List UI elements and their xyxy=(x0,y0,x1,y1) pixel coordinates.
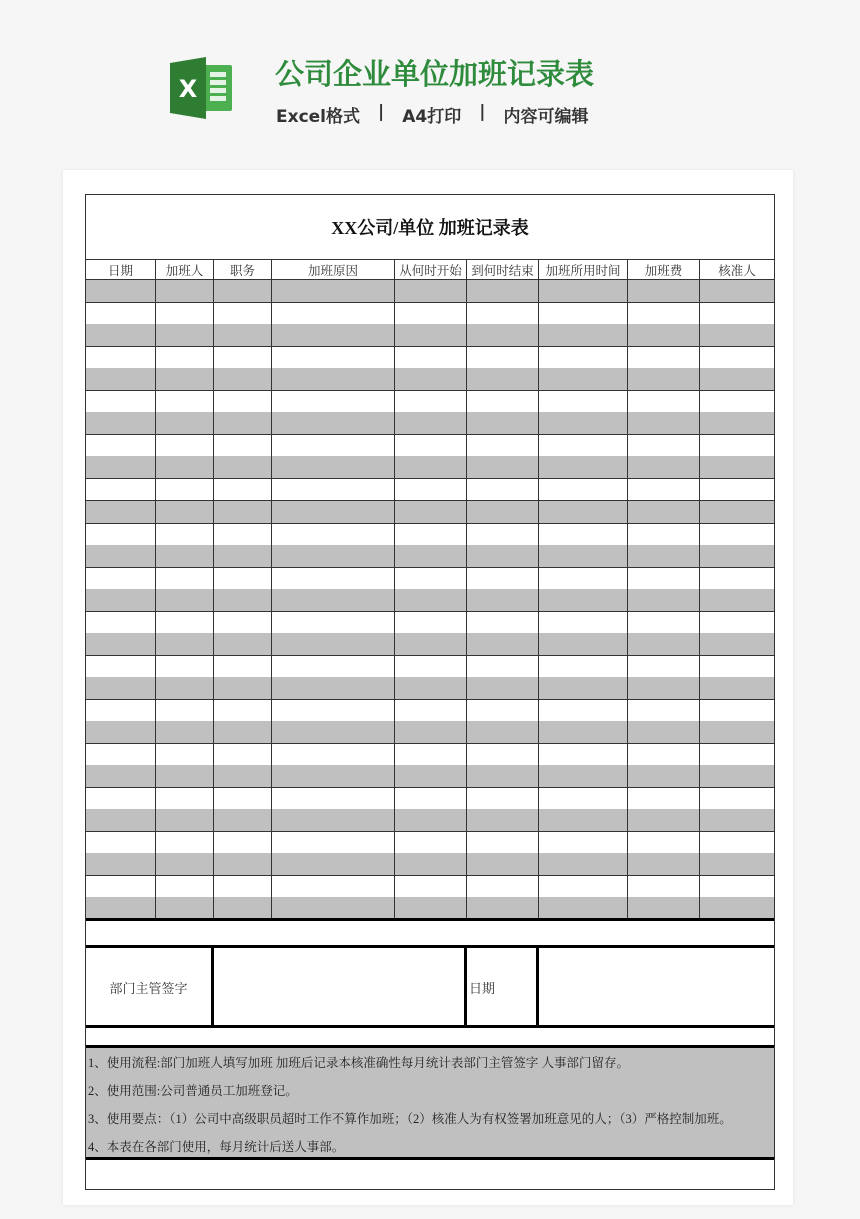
table-cell[interactable] xyxy=(628,699,700,722)
table-cell[interactable] xyxy=(628,545,700,568)
table-cell[interactable] xyxy=(700,390,775,413)
column-header: 职务 xyxy=(214,260,272,280)
table-cell[interactable] xyxy=(214,346,272,369)
table-cell[interactable] xyxy=(86,545,156,568)
table-cell[interactable] xyxy=(539,611,628,634)
table-cell[interactable] xyxy=(467,809,539,832)
feature-tags xyxy=(276,102,588,127)
table-cell[interactable] xyxy=(86,412,156,435)
table-cell[interactable] xyxy=(214,721,272,744)
table-cell[interactable] xyxy=(467,743,539,766)
table-cell[interactable] xyxy=(156,567,214,590)
table-cell[interactable] xyxy=(700,545,775,568)
table-cell[interactable] xyxy=(467,302,539,325)
table-cell[interactable] xyxy=(700,699,775,722)
table-cell[interactable] xyxy=(539,478,628,501)
table-cell[interactable] xyxy=(467,434,539,457)
table-cell[interactable] xyxy=(395,434,467,457)
tag-separator: | xyxy=(479,102,486,122)
table-cell[interactable] xyxy=(395,456,467,479)
table-cell[interactable] xyxy=(395,280,467,303)
table-cell[interactable] xyxy=(700,853,775,876)
table-cell[interactable] xyxy=(628,523,700,546)
table-cell[interactable] xyxy=(700,831,775,854)
table-cell[interactable] xyxy=(628,302,700,325)
table-cell[interactable] xyxy=(700,412,775,435)
table-cell[interactable] xyxy=(395,567,467,590)
table-cell[interactable] xyxy=(395,677,467,700)
table-cell[interactable] xyxy=(628,589,700,612)
tag-format: Excel格式 xyxy=(276,107,361,127)
table-cell[interactable] xyxy=(214,765,272,788)
table-cell[interactable] xyxy=(156,456,214,479)
table-cell[interactable] xyxy=(214,853,272,876)
table-cell[interactable] xyxy=(156,743,214,766)
column-header: 加班人 xyxy=(156,260,214,280)
table-cell[interactable] xyxy=(628,456,700,479)
table-cell[interactable] xyxy=(272,633,395,656)
table-cell[interactable] xyxy=(86,655,156,678)
table-cell[interactable] xyxy=(467,567,539,590)
table-cell[interactable] xyxy=(214,567,272,590)
table-cell[interactable] xyxy=(272,302,395,325)
table-cell[interactable] xyxy=(156,677,214,700)
table-cell[interactable] xyxy=(395,324,467,347)
table-cell[interactable] xyxy=(700,346,775,369)
table-cell[interactable] xyxy=(272,567,395,590)
table-cell[interactable] xyxy=(86,743,156,766)
table-cell[interactable] xyxy=(156,390,214,413)
table-cell[interactable] xyxy=(86,611,156,634)
table-cell[interactable] xyxy=(467,324,539,347)
table-cell[interactable] xyxy=(539,412,628,435)
column-header: 到何时结束 xyxy=(467,260,539,280)
table-cell[interactable] xyxy=(467,897,539,920)
table-cell[interactable] xyxy=(395,412,467,435)
table-cell[interactable] xyxy=(539,346,628,369)
table-cell[interactable] xyxy=(467,346,539,369)
table-cell[interactable] xyxy=(628,655,700,678)
table-cell[interactable] xyxy=(467,390,539,413)
table-cell[interactable] xyxy=(628,280,700,303)
table-cell[interactable] xyxy=(272,743,395,766)
table-cell[interactable] xyxy=(628,390,700,413)
date-field[interactable] xyxy=(539,948,774,1027)
table-cell[interactable] xyxy=(628,567,700,590)
sheet-title: XX公司/单位 加班记录表 xyxy=(86,195,774,260)
table-cell[interactable] xyxy=(156,897,214,920)
table-cell[interactable] xyxy=(214,655,272,678)
table-cell[interactable] xyxy=(86,677,156,700)
column-header: 从何时开始 xyxy=(395,260,467,280)
table-cell[interactable] xyxy=(272,412,395,435)
blank-row xyxy=(86,1028,774,1046)
table-cell[interactable] xyxy=(86,875,156,898)
table-cell[interactable] xyxy=(467,787,539,810)
table-cell[interactable] xyxy=(86,831,156,854)
table-cell[interactable] xyxy=(214,302,272,325)
table-cell[interactable] xyxy=(539,545,628,568)
table-cell[interactable] xyxy=(272,677,395,700)
table-cell[interactable] xyxy=(700,787,775,810)
table-cell[interactable] xyxy=(214,368,272,391)
table-cell[interactable] xyxy=(467,478,539,501)
table-cell[interactable] xyxy=(214,501,272,524)
table-cell[interactable] xyxy=(700,368,775,391)
table-cell[interactable] xyxy=(467,412,539,435)
excel-logo-icon xyxy=(170,57,234,119)
table-cell[interactable] xyxy=(395,302,467,325)
table-cell[interactable] xyxy=(395,368,467,391)
table-cell[interactable] xyxy=(214,589,272,612)
table-cell[interactable] xyxy=(467,611,539,634)
table-cell[interactable] xyxy=(156,302,214,325)
table-cell[interactable] xyxy=(214,523,272,546)
table-cell[interactable] xyxy=(156,589,214,612)
table-cell[interactable] xyxy=(272,434,395,457)
table-cell[interactable] xyxy=(539,677,628,700)
table-cell[interactable] xyxy=(214,324,272,347)
table-cell[interactable] xyxy=(156,853,214,876)
table-cell[interactable] xyxy=(86,897,156,920)
table-cell[interactable] xyxy=(700,809,775,832)
table-cell[interactable] xyxy=(156,655,214,678)
table-cell[interactable] xyxy=(700,280,775,303)
table-cell[interactable] xyxy=(156,434,214,457)
table-cell[interactable] xyxy=(214,875,272,898)
table-cell[interactable] xyxy=(539,589,628,612)
table-cell[interactable] xyxy=(395,523,467,546)
table-cell[interactable] xyxy=(539,567,628,590)
table-cell[interactable] xyxy=(86,589,156,612)
table-cell[interactable] xyxy=(395,545,467,568)
page-title: 公司企业单位加班记录表 xyxy=(275,57,595,91)
table-cell[interactable] xyxy=(272,390,395,413)
table-cell[interactable] xyxy=(214,611,272,634)
table-cell[interactable] xyxy=(272,853,395,876)
table-cell[interactable] xyxy=(86,346,156,369)
table-cell[interactable] xyxy=(539,897,628,920)
table-cell[interactable] xyxy=(700,478,775,501)
table-cell[interactable] xyxy=(86,633,156,656)
table-cell[interactable] xyxy=(539,456,628,479)
table-cell[interactable] xyxy=(156,831,214,854)
table-cell[interactable] xyxy=(395,721,467,744)
table-cell[interactable] xyxy=(156,787,214,810)
table-cell[interactable] xyxy=(628,501,700,524)
table-cell[interactable] xyxy=(86,368,156,391)
table-cell[interactable] xyxy=(628,875,700,898)
note-line: 4、本表在各部门使用，每月统计后送人事部。 xyxy=(88,1140,345,1154)
table-cell[interactable] xyxy=(539,787,628,810)
column-header: 加班费 xyxy=(628,260,700,280)
table-cell[interactable] xyxy=(272,523,395,546)
signature-field[interactable] xyxy=(214,948,467,1027)
table-cell[interactable] xyxy=(539,390,628,413)
table-cell[interactable] xyxy=(214,677,272,700)
table-cell[interactable] xyxy=(395,809,467,832)
table-cell[interactable] xyxy=(628,324,700,347)
table-cell[interactable] xyxy=(86,434,156,457)
table-cell[interactable] xyxy=(395,875,467,898)
table-cell[interactable] xyxy=(156,346,214,369)
table-cell[interactable] xyxy=(539,809,628,832)
table-cell[interactable] xyxy=(156,368,214,391)
table-cell[interactable] xyxy=(700,897,775,920)
table-cell[interactable] xyxy=(272,875,395,898)
table-cell[interactable] xyxy=(214,412,272,435)
table-cell[interactable] xyxy=(214,280,272,303)
table-cell[interactable] xyxy=(395,633,467,656)
table-cell[interactable] xyxy=(156,721,214,744)
table-cell[interactable] xyxy=(539,302,628,325)
table-cell[interactable] xyxy=(700,523,775,546)
overtime-sheet xyxy=(85,194,775,1190)
table-cell[interactable] xyxy=(214,787,272,810)
table-cell[interactable] xyxy=(272,324,395,347)
table-cell[interactable] xyxy=(86,478,156,501)
column-header: 日期 xyxy=(86,260,156,280)
table-cell[interactable] xyxy=(156,809,214,832)
table-cell[interactable] xyxy=(467,765,539,788)
table-cell[interactable] xyxy=(395,831,467,854)
table-cell[interactable] xyxy=(272,897,395,920)
table-cell[interactable] xyxy=(700,655,775,678)
note-line: 1、使用流程:部门加班人填写加班 加班后记录本核准确性每月统计表部门主管签字 人事部门留存。 xyxy=(88,1056,629,1070)
table-cell[interactable] xyxy=(628,478,700,501)
table-cell[interactable] xyxy=(214,809,272,832)
table-cell[interactable] xyxy=(214,390,272,413)
table-cell[interactable] xyxy=(467,456,539,479)
table-cell[interactable] xyxy=(700,456,775,479)
table-cell[interactable] xyxy=(395,655,467,678)
table-cell[interactable] xyxy=(628,809,700,832)
table-cell[interactable] xyxy=(156,633,214,656)
table-cell[interactable] xyxy=(628,853,700,876)
column-header: 加班原因 xyxy=(272,260,395,280)
table-cell[interactable] xyxy=(628,831,700,854)
column-header: 加班所用时间 xyxy=(539,260,628,280)
table-cell[interactable] xyxy=(539,875,628,898)
table-cell[interactable] xyxy=(628,677,700,700)
signature-label: 部门主管签字 xyxy=(86,948,214,1027)
table-cell[interactable] xyxy=(539,699,628,722)
table-cell[interactable] xyxy=(467,501,539,524)
table-cell[interactable] xyxy=(86,501,156,524)
table-cell[interactable] xyxy=(272,280,395,303)
table-cell[interactable] xyxy=(467,875,539,898)
table-cell[interactable] xyxy=(272,765,395,788)
table-cell[interactable] xyxy=(156,699,214,722)
table-cell[interactable] xyxy=(214,434,272,457)
table-cell[interactable] xyxy=(628,633,700,656)
table-cell[interactable] xyxy=(395,743,467,766)
table-cell[interactable] xyxy=(395,787,467,810)
table-cell[interactable] xyxy=(539,765,628,788)
table-cell[interactable] xyxy=(539,523,628,546)
table-cell[interactable] xyxy=(272,787,395,810)
table-cell[interactable] xyxy=(539,324,628,347)
table-cell[interactable] xyxy=(272,456,395,479)
column-header: 核准人 xyxy=(700,260,775,280)
table-cell[interactable] xyxy=(467,831,539,854)
note-line: 3、使用要点：（1）公司中高级职员超时工作不算作加班；（2）核准人为有权签署加班意见的人；（3）严格控制加班。 xyxy=(88,1112,732,1126)
table-cell[interactable] xyxy=(156,611,214,634)
table-cell[interactable] xyxy=(700,589,775,612)
divider xyxy=(86,1157,774,1160)
table-cell[interactable] xyxy=(539,853,628,876)
table-cell[interactable] xyxy=(467,368,539,391)
table-cell[interactable] xyxy=(214,478,272,501)
tag-separator: | xyxy=(378,102,385,122)
table-cell[interactable] xyxy=(86,765,156,788)
table-cell[interactable] xyxy=(86,302,156,325)
table-cell[interactable] xyxy=(628,765,700,788)
table-cell[interactable] xyxy=(272,655,395,678)
table-cell[interactable] xyxy=(700,567,775,590)
table-cell[interactable] xyxy=(539,831,628,854)
table-cell[interactable] xyxy=(628,743,700,766)
table-cell[interactable] xyxy=(272,611,395,634)
table-cell[interactable] xyxy=(539,280,628,303)
table-cell[interactable] xyxy=(272,478,395,501)
table-cell[interactable] xyxy=(628,787,700,810)
table-cell[interactable] xyxy=(628,346,700,369)
table-cell[interactable] xyxy=(156,545,214,568)
table-cell[interactable] xyxy=(156,501,214,524)
table-cell[interactable] xyxy=(86,699,156,722)
table-cell[interactable] xyxy=(86,456,156,479)
table-cell[interactable] xyxy=(214,456,272,479)
table-cell[interactable] xyxy=(156,523,214,546)
table-cell[interactable] xyxy=(214,743,272,766)
table-cell[interactable] xyxy=(467,589,539,612)
table-cell[interactable] xyxy=(467,655,539,678)
table-cell[interactable] xyxy=(156,280,214,303)
table-cell[interactable] xyxy=(700,743,775,766)
table-cell[interactable] xyxy=(467,721,539,744)
table-cell[interactable] xyxy=(467,853,539,876)
table-cell[interactable] xyxy=(628,611,700,634)
table-cell[interactable] xyxy=(86,721,156,744)
tag-editable: 内容可编辑 xyxy=(503,107,589,127)
table-cell[interactable] xyxy=(395,765,467,788)
table-cell[interactable] xyxy=(214,699,272,722)
table-cell[interactable] xyxy=(156,875,214,898)
table-cell[interactable] xyxy=(700,875,775,898)
table-cell[interactable] xyxy=(214,897,272,920)
table-cell[interactable] xyxy=(700,302,775,325)
table-cell[interactable] xyxy=(272,501,395,524)
table-cell[interactable] xyxy=(700,633,775,656)
table-cell[interactable] xyxy=(467,677,539,700)
table-cell[interactable] xyxy=(539,655,628,678)
table-cell[interactable] xyxy=(86,809,156,832)
table-cell[interactable] xyxy=(272,831,395,854)
table-cell[interactable] xyxy=(86,787,156,810)
table-cell[interactable] xyxy=(272,368,395,391)
table-cell[interactable] xyxy=(539,434,628,457)
table-cell[interactable] xyxy=(467,633,539,656)
table-cell[interactable] xyxy=(214,831,272,854)
table-cell[interactable] xyxy=(700,765,775,788)
table-cell[interactable] xyxy=(156,412,214,435)
table-cell[interactable] xyxy=(214,545,272,568)
tag-print: A4打印 xyxy=(402,107,462,127)
table-cell[interactable] xyxy=(272,589,395,612)
table-cell[interactable] xyxy=(539,368,628,391)
table-cell[interactable] xyxy=(395,478,467,501)
table-cell[interactable] xyxy=(700,501,775,524)
table-cell[interactable] xyxy=(272,346,395,369)
table-cell[interactable] xyxy=(395,501,467,524)
table-cell[interactable] xyxy=(467,545,539,568)
table-cell[interactable] xyxy=(628,368,700,391)
table-cell[interactable] xyxy=(395,346,467,369)
table-cell[interactable] xyxy=(272,699,395,722)
table-cell[interactable] xyxy=(86,853,156,876)
table-cell[interactable] xyxy=(700,611,775,634)
table-cell[interactable] xyxy=(700,324,775,347)
table-cell[interactable] xyxy=(395,589,467,612)
table-cell[interactable] xyxy=(467,699,539,722)
table-cell[interactable] xyxy=(628,412,700,435)
table-cell[interactable] xyxy=(539,633,628,656)
table-cell[interactable] xyxy=(156,324,214,347)
blank-row xyxy=(86,921,774,946)
table-cell[interactable] xyxy=(272,545,395,568)
table-cell[interactable] xyxy=(395,390,467,413)
note-line: 2、使用范围:公司普通员工加班登记。 xyxy=(88,1084,298,1098)
table-cell[interactable] xyxy=(86,523,156,546)
table-cell[interactable] xyxy=(395,699,467,722)
table-cell[interactable] xyxy=(467,280,539,303)
table-cell[interactable] xyxy=(395,853,467,876)
table-cell[interactable] xyxy=(395,611,467,634)
table-cell[interactable] xyxy=(395,897,467,920)
table-cell[interactable] xyxy=(628,434,700,457)
table-cell[interactable] xyxy=(272,721,395,744)
table-cell[interactable] xyxy=(86,567,156,590)
table-cell[interactable] xyxy=(700,677,775,700)
table-cell[interactable] xyxy=(214,633,272,656)
table-cell[interactable] xyxy=(700,434,775,457)
table-cell[interactable] xyxy=(467,523,539,546)
table-cell[interactable] xyxy=(628,897,700,920)
table-cell[interactable] xyxy=(86,390,156,413)
table-cell[interactable] xyxy=(700,721,775,744)
date-label: 日期 xyxy=(467,948,539,1027)
table-cell[interactable] xyxy=(628,721,700,744)
svg-text:X: X xyxy=(178,75,198,103)
table-cell[interactable] xyxy=(539,721,628,744)
table-cell[interactable] xyxy=(539,501,628,524)
table-cell[interactable] xyxy=(86,324,156,347)
table-cell[interactable] xyxy=(86,280,156,303)
table-cell[interactable] xyxy=(156,765,214,788)
table-cell[interactable] xyxy=(272,809,395,832)
table-cell[interactable] xyxy=(539,743,628,766)
table-cell[interactable] xyxy=(156,478,214,501)
